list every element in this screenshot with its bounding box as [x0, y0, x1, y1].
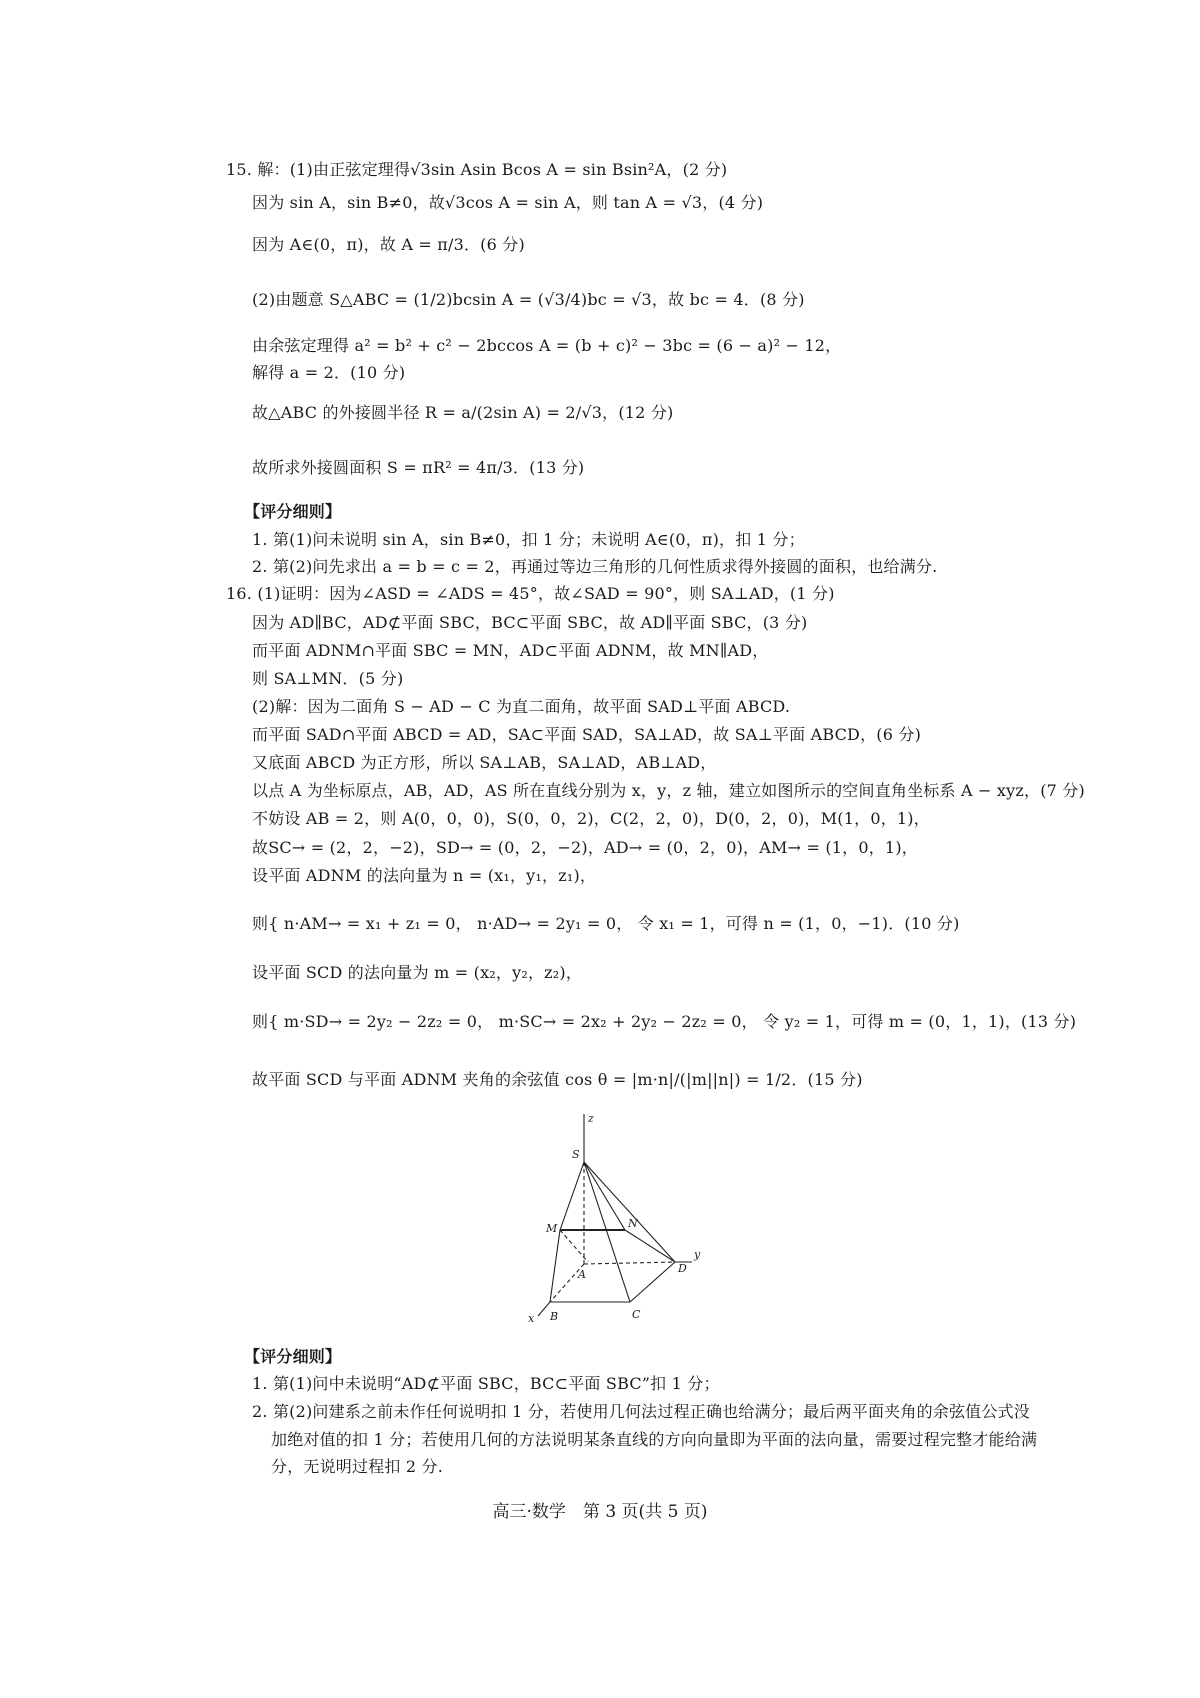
section-heading: 【评分细则】	[244, 502, 342, 521]
text-line: 则{ n·AM→ = x₁ + z₁ = 0， n·AD→ = 2y₁ = 0， 令 x₁ = 1，可得 n = (1，0，−1)．(10 分)	[252, 914, 960, 933]
label-C: C	[632, 1308, 641, 1321]
text-line: 故△ABC 的外接圆半径 R = a/(2sin A) = 2/√3，(12 分)	[252, 403, 674, 422]
page-footer: 高三·数学 第 3 页(共 5 页)	[492, 1502, 708, 1522]
text-line: 2. 第(2)问先求出 a = b = c = 2，再通过等边三角形的几何性质求得外接圆的面积，也给满分.	[252, 557, 938, 576]
text-line: 加绝对值的扣 1 分；若使用几何的方法说明某条直线的方向向量即为平面的法向量，需要过程完整才能给满	[271, 1430, 1038, 1449]
label-y: y	[694, 1248, 701, 1261]
label-z: z	[588, 1112, 594, 1125]
text-line: 1. 第(1)问中未说明“AD⊄平面 SBC，BC⊂平面 SBC”扣 1 分；	[252, 1374, 720, 1393]
text-line: 故所求外接圆面积 S = πR² = 4π/3．(13 分)	[252, 458, 585, 477]
label-N: N	[628, 1217, 638, 1230]
text-line: 解得 a = 2．(10 分)	[252, 363, 406, 382]
text-line: 则{ m·SD→ = 2y₂ − 2z₂ = 0， m·SC→ = 2x₂ + 2y₂ − 2z₂ = 0， 令 y₂ = 1，可得 m = (0，1，1)，(13 分)	[252, 1012, 1077, 1031]
text-line: 故平面 SCD 与平面 ADNM 夹角的余弦值 cos θ = |m·n|/(|m||n|) = 1/2．(15 分)	[252, 1070, 863, 1089]
text-line: 设平面 SCD 的法向量为 m = (x₂，y₂，z₂)，	[252, 963, 583, 982]
text-line: (2)由题意 S△ABC = (1/2)bcsin A = (√3/4)bc = √3，故 bc = 4．(8 分)	[252, 290, 805, 309]
text-line: 因为 sin A，sin B≠0，故√3cos A = sin A，则 tan A = √3，(4 分)	[252, 193, 764, 212]
text-line: 因为 AD∥BC，AD⊄平面 SBC，BC⊂平面 SBC，故 AD∥平面 SBC，(3 分)	[252, 613, 808, 632]
text-line: 不妨设 AB = 2，则 A(0，0，0)，S(0，0，2)，C(2，2，0)，D(0，2，0)，M(1，0，1)，	[252, 809, 930, 828]
x-axis	[538, 1302, 550, 1316]
text-line: 则 SA⊥MN．(5 分)	[252, 669, 404, 688]
label-B: B	[550, 1310, 559, 1323]
label-A: A	[578, 1268, 586, 1281]
text-line: 而平面 ADNM∩平面 SBC = MN，AD⊂平面 ADNM，故 MN∥AD，	[252, 641, 769, 660]
label-D: D	[678, 1262, 687, 1275]
text-line: 由余弦定理得 a² = b² + c² − 2bccos A = (b + c)² − 3bc = (6 − a)² − 12，	[252, 336, 842, 355]
geometry-figure	[520, 1112, 720, 1342]
text-line: 15. 解：(1)由正弦定理得√3sin Asin Bcos A = sin Bsin²A，(2 分)	[226, 160, 728, 179]
text-line: 而平面 SAD∩平面 ABCD = AD，SA⊂平面 SAD，SA⊥AD，故 SA⊥平面 ABCD，(6 分)	[252, 725, 922, 744]
label-M: M	[546, 1222, 558, 1235]
text-line: 2. 第(2)问建系之前未作任何说明扣 1 分，若使用几何法过程正确也给满分；最后两平面夹角的余弦值公式没	[252, 1402, 1030, 1421]
text-line: 分，无说明过程扣 2 分.	[271, 1457, 444, 1476]
text-line: 16. (1)证明：因为∠ASD = ∠ADS = 45°，故∠SAD = 90°，则 SA⊥AD，(1 分)	[226, 584, 835, 603]
text-line: 故SC→ = (2，2，−2)，SD→ = (0，2，−2)，AD→ = (0，2，0)，AM→ = (1，0，1)，	[252, 838, 918, 857]
text-line: 1. 第(1)问未说明 sin A，sin B≠0，扣 1 分；未说明 A∈(0，π)，扣 1 分；	[252, 530, 805, 549]
text-line: 又底面 ABCD 为正方形，所以 SA⊥AB，SA⊥AD，AB⊥AD，	[252, 753, 717, 772]
text-line: 设平面 ADNM 的法向量为 n = (x₁，y₁，z₁)，	[252, 866, 597, 885]
label-S: S	[572, 1148, 580, 1161]
section-heading: 【评分细则】	[244, 1347, 342, 1366]
text-line: 因为 A∈(0，π)，故 A = π/3．(6 分)	[252, 235, 525, 254]
label-x: x	[528, 1312, 535, 1325]
text-line: (2)解：因为二面角 S − AD − C 为直二面角，故平面 SAD⊥平面 ABCD.	[252, 697, 791, 716]
text-line: 以点 A 为坐标原点，AB，AD，AS 所在直线分别为 x，y，z 轴，建立如图所示的空间直角坐标系 A − xyz，(7 分)	[252, 781, 1085, 800]
